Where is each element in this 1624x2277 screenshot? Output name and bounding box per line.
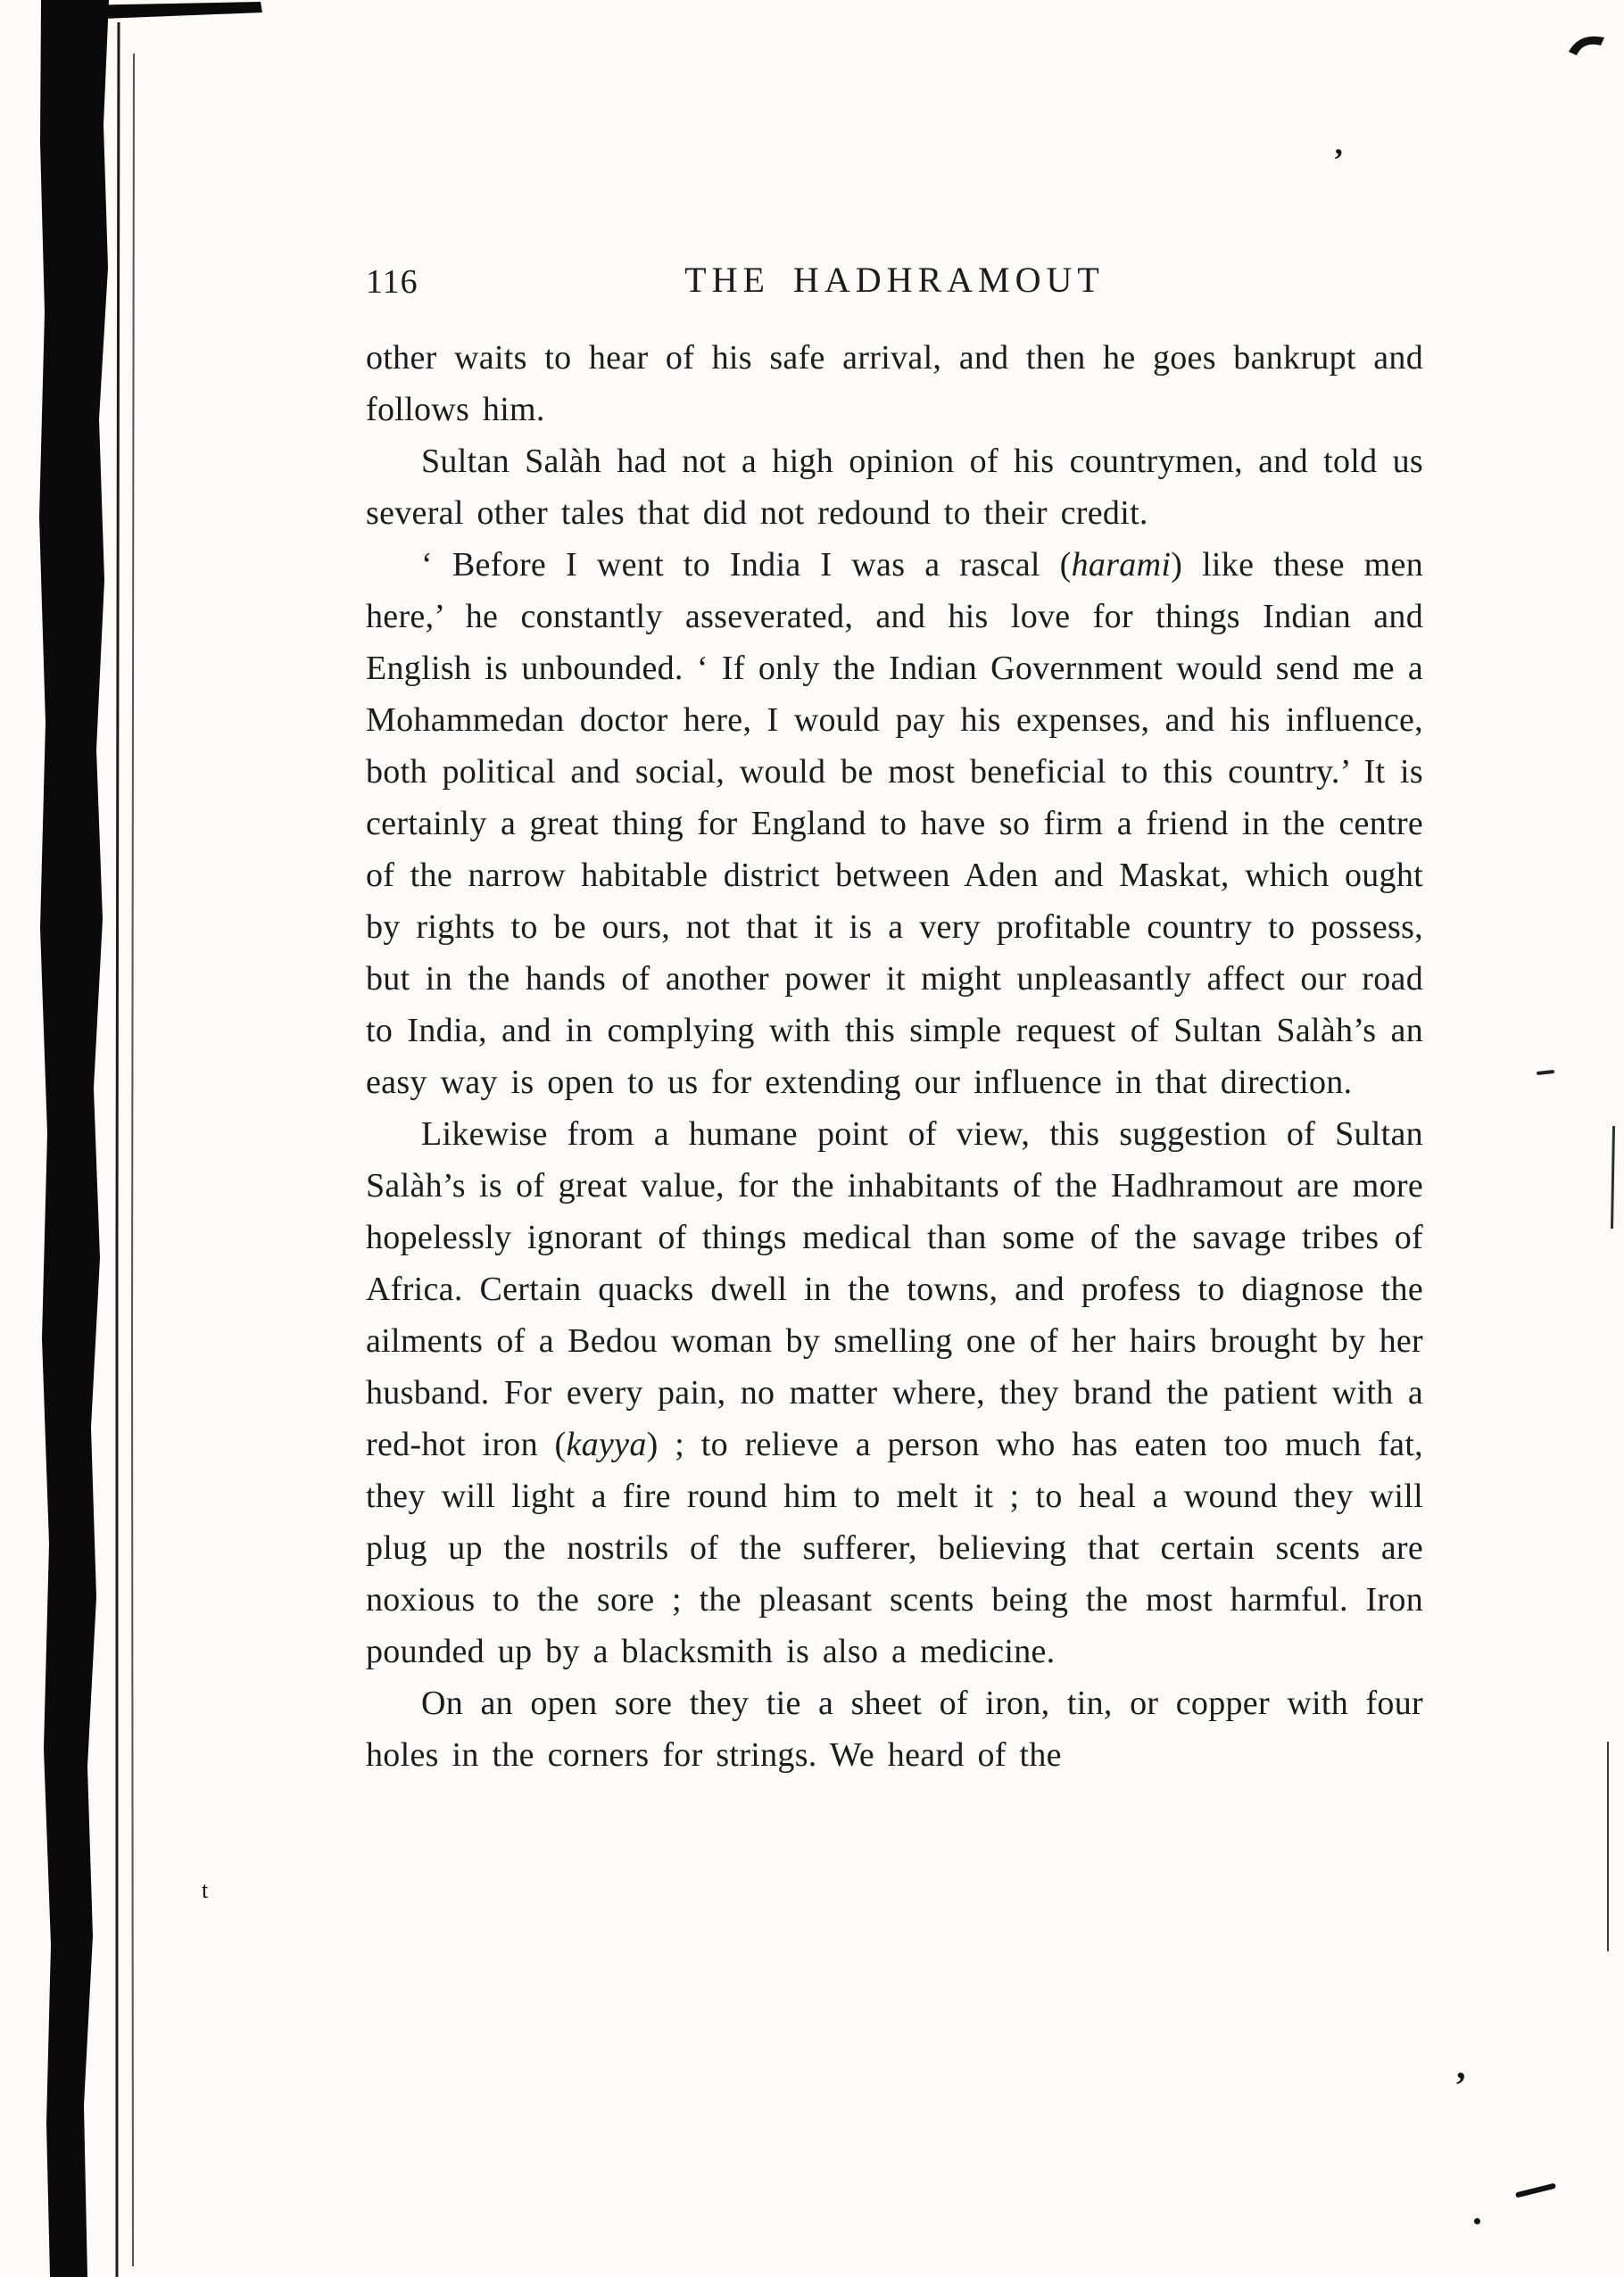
- scan-artifact-dash: [1537, 1070, 1554, 1075]
- text-segment: other waits to hear of his safe arrival, and then he goes bankrupt and follows him.: [366, 339, 1423, 428]
- text-segment: Sultan Salàh had not a high opinion of his countrymen, and told us several other tales that did not redound to their credit.: [366, 443, 1423, 532]
- paragraph: [366, 1677, 1423, 1781]
- text-column: [366, 259, 1423, 1781]
- paragraph: [366, 332, 1423, 435]
- scan-artifact-speck: ,: [1456, 2046, 1466, 2087]
- scan-artifact-dot: [1474, 2218, 1480, 2224]
- scan-artifact-flick: [1567, 30, 1608, 59]
- text-segment: ) ; to relieve a person who has eaten too much fat, they will light a fire round him to melt it ; to heal a wound they will plug up the nostrils of the sufferer, believing that certain scents are noxious to the sore ; the pleasant scents being the most harmful. Iron pounded up by a blacksmith is also a medicine.: [366, 1426, 1423, 1670]
- paragraph: [366, 435, 1423, 539]
- paragraph: [366, 539, 1423, 1108]
- scan-artifact-line: [1607, 1742, 1609, 1951]
- text-segment: Likewise from a humane point of view, this suggestion of Sultan Salàh’s is of great value, for the inhabitants of the Hadhramout are more hopelessly ignorant of things medical than some of the savage tribes of Africa. Certain quacks dwell in the towns, and profess to diagnose the ailments of a Bedou woman by smelling one of her hairs brought by her husband. For every pain, no matter where, they brand the patient with a red-hot iron (: [366, 1115, 1423, 1463]
- text-block: [366, 332, 1423, 1781]
- page-title: THE HADHRAMOUT: [684, 260, 1105, 300]
- scan-artifact-line: [1611, 1126, 1615, 1229]
- page-number: 116: [366, 263, 418, 301]
- text-segment: ‘ Before I went to India I was a rascal (: [421, 546, 1072, 584]
- italic-term: harami: [1071, 546, 1172, 584]
- scan-artifact-speck: ’: [1333, 142, 1344, 178]
- scan-artifact-dash: [1515, 2183, 1556, 2198]
- scan-artifact-speck: t: [202, 1877, 209, 1903]
- text-segment: ) like these men here,’ he constantly asseverated, and his love for things Indian and English is unbounded. ‘ If only the Indian Government would send me a Mohammedan doctor here, I would pay his expenses, and his influence, both political and social, would be most beneficial to this country.’ It is certainly a great thing for England to have so firm a friend in the centre of the narrow habitable district between Aden and Maskat, which ought by rights to be ours, not that it is a very profitable country to possess, but in the hands of another power it might unpleasantly affect our road to India, and in complying with this simple request of Sultan Salàh’s an easy way is open to us for extending our influence in that direction.: [366, 546, 1423, 1101]
- binding-shadow: [0, 0, 286, 2277]
- italic-term: kayya: [566, 1426, 647, 1463]
- paragraph: [366, 1108, 1423, 1677]
- running-head: [366, 259, 1423, 305]
- text-segment: On an open sore they tie a sheet of iron, tin, or copper with four holes in the corners for strings. We heard of the: [366, 1685, 1423, 1774]
